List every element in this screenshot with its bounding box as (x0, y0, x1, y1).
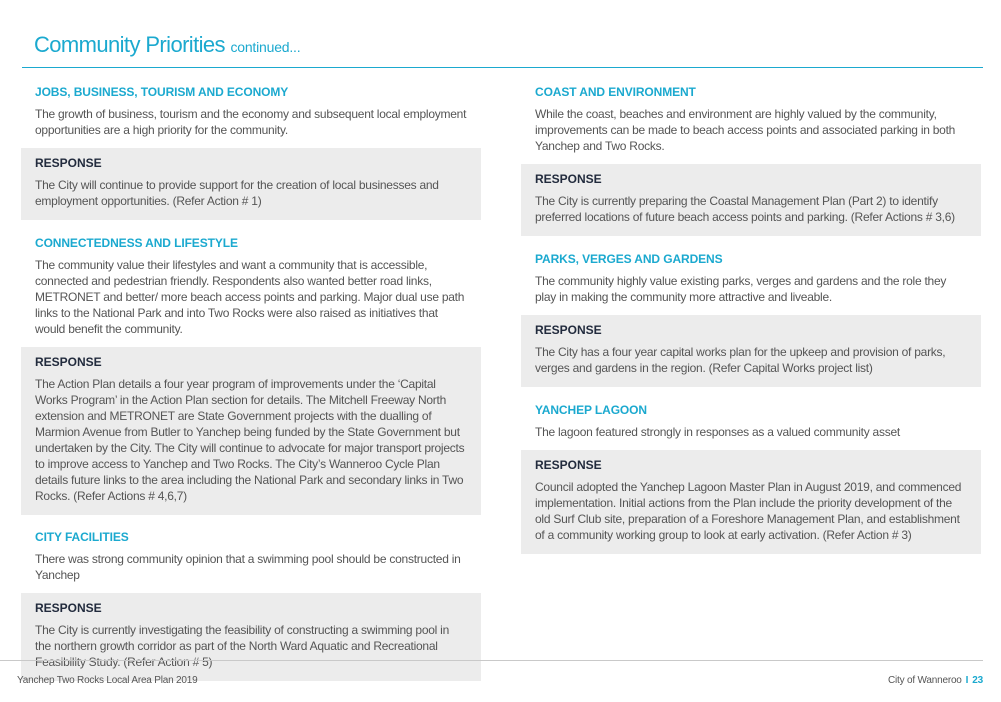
section-text: The community value their lifestyles and want a community that is accessible, connected and pedestrian friendly. Respondents also wanted better road links, METRONET and better/ more beach access points and parking. Major dual use path links to the National Park and into Two Rocks were also raised as initiatives that would benefit the community. (35, 258, 465, 336)
section-yanchep-lagoon (521, 402, 981, 440)
page-title-main: Community Priorities (34, 32, 225, 57)
response-text: The City is currently preparing the Coastal Management Plan (Part 2) to identify preferred locations of future beach access points and parking. (Refer Actions # 3,6) (535, 194, 955, 224)
section-text: The community highly value existing parks, verges and gardens and the role they play in making the community more attractive and liveable. (535, 274, 947, 304)
section-heading: JOBS, BUSINESS, TOURISM AND ECONOMY (35, 85, 289, 99)
section-text: The growth of business, tourism and the economy and subsequent local employment opportunities are a high priority for the community. (35, 107, 467, 137)
section-coast-environment (521, 80, 981, 154)
footer-separator: I (965, 675, 969, 686)
section-jobs-business (21, 80, 481, 138)
section-heading: YANCHEP LAGOON (535, 403, 647, 417)
response-heading: RESPONSE (535, 323, 602, 337)
page-number: 23 (972, 675, 983, 686)
section-parks-verges (521, 251, 981, 305)
response-box-city-facilities (21, 593, 481, 681)
response-heading: RESPONSE (535, 458, 602, 472)
page-title (34, 30, 300, 62)
header-divider (22, 67, 983, 68)
response-box-parks (521, 315, 981, 387)
response-text: The City is currently investigating the feasibility of constructing a swimming pool in the northern growth corridor as part of the North Ward Aquatic and Recreational Feasibility Study. (Refer Action # 5) (35, 623, 450, 669)
response-heading: RESPONSE (35, 156, 102, 170)
response-text: The City has a four year capital works plan for the upkeep and provision of parks, verges and gardens in the region. (Refer Capital Works project list) (535, 345, 946, 375)
section-text: There was strong community opinion that a swimming pool should be constructed in Yanchep (35, 552, 461, 582)
right-column (521, 80, 981, 554)
section-text: While the coast, beaches and environment are highly valued by the community, improvements can be made to beach access points and associated parking in both Yanchep and Two Rocks. (535, 107, 956, 153)
section-city-facilities (21, 529, 481, 583)
footer-divider (0, 660, 983, 661)
section-heading: CITY FACILITIES (35, 530, 129, 544)
left-column (21, 80, 481, 681)
response-text: The Action Plan details a four year program of improvements under the ‘Capital Works Program’ in the Action Plan section for details. The Mitchell Freeway North extension and METRONET are State Government projects with the dualling of Marmion Avenue from Butler to Yanchep being funded by the State Government but undertaken by the City. The City will continue to advocate for major transport projects to improve access to Yanchep and Two Rocks. The City’s Wanneroo Cycle Plan details future links to the area including the National Park and secondary links in Two Rocks. (Refer Actions # 4,6,7) (35, 377, 465, 503)
response-text: The City will continue to provide support for the creation of local businesses and employment opportunities. (Refer Action # 1) (35, 178, 439, 208)
section-text: The lagoon featured strongly in responses as a valued community asset (535, 425, 900, 439)
section-connectedness (21, 235, 481, 337)
response-heading: RESPONSE (35, 601, 102, 615)
footer-document-title: Yanchep Two Rocks Local Area Plan 2019 (17, 675, 198, 686)
response-box-jobs (21, 148, 481, 220)
response-box-coast (521, 164, 981, 236)
response-heading: RESPONSE (535, 172, 602, 186)
response-box-connectedness (21, 347, 481, 515)
response-text: Council adopted the Yanchep Lagoon Master Plan in August 2019, and commenced implementation. Initial actions from the Plan include the priority development of the old Surf Club site, preparation of a Foreshore Management Plan, and establishment of a community working group to look at early activation. (Refer Action # 3) (535, 480, 962, 542)
response-heading: RESPONSE (35, 355, 102, 369)
section-heading: COAST AND ENVIRONMENT (535, 85, 696, 99)
response-box-lagoon (521, 450, 981, 554)
section-heading: PARKS, VERGES AND GARDENS (535, 252, 723, 266)
footer-organisation (888, 675, 983, 686)
page-title-continued: continued... (230, 39, 301, 55)
section-heading: CONNECTEDNESS AND LIFESTYLE (35, 236, 238, 250)
footer-org-name: City of Wanneroo (887, 675, 962, 686)
